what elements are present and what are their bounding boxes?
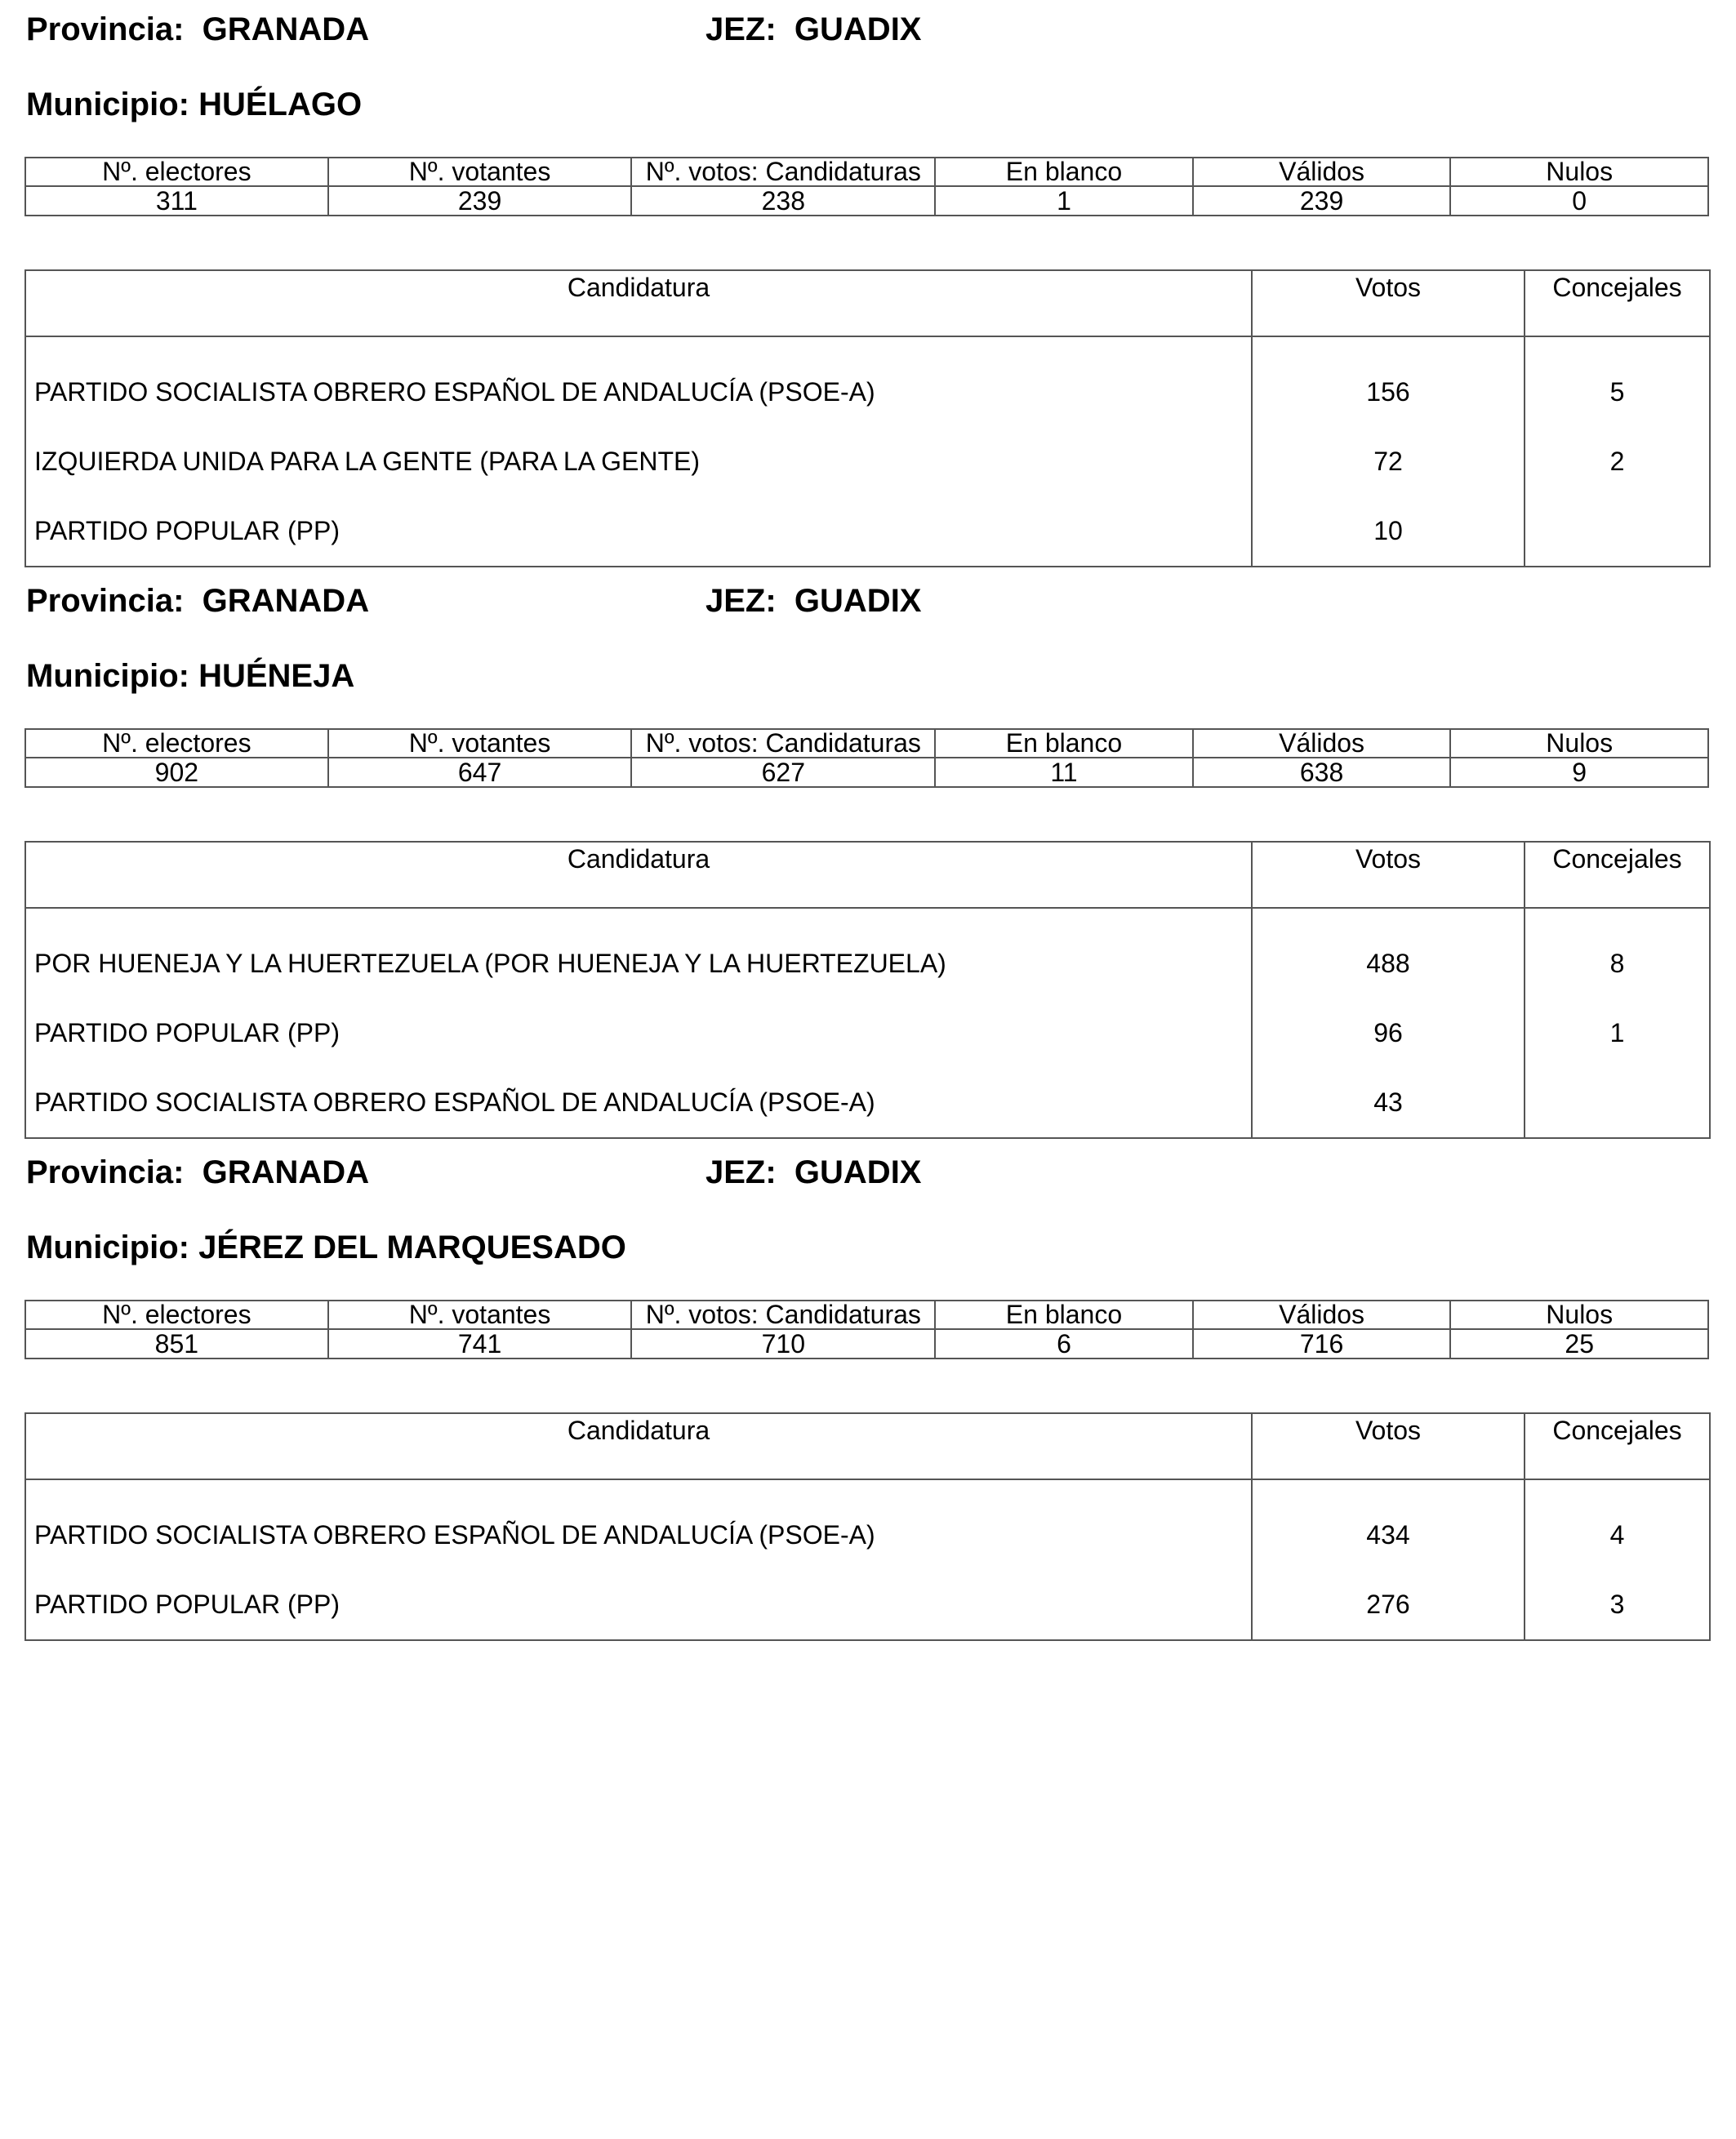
candidatura-row <box>25 908 1710 998</box>
municipio-section <box>0 581 1736 1153</box>
provincia-label: Provincia: <box>26 1154 185 1190</box>
summary-table <box>24 157 1709 216</box>
candidatura-name: PARTIDO SOCIALISTA OBRERO ESPAÑOL DE ANDALUCÍA (PSOE-A) <box>25 336 1252 427</box>
summary-value-cell: 6 <box>935 1329 1193 1359</box>
candidatura-header: Candidatura <box>25 842 1252 908</box>
candidatura-votos: 72 <box>1252 427 1525 496</box>
candidatura-votos: 96 <box>1252 998 1525 1068</box>
summary-value-cell: 11 <box>935 758 1193 787</box>
jez-label: JEZ: <box>706 583 777 619</box>
municipio-value: HUÉNEJA <box>198 658 355 694</box>
summary-header-row <box>25 729 1708 758</box>
candidatura-votos: 434 <box>1252 1479 1525 1570</box>
candidaturas-table <box>24 1412 1711 1641</box>
provincia-value: GRANADA <box>202 583 370 619</box>
candidaturas-table <box>24 269 1711 567</box>
votos-header: Votos <box>1252 270 1525 336</box>
candidatura-name: PARTIDO POPULAR (PP) <box>25 496 1252 567</box>
provincia-value: GRANADA <box>202 11 370 47</box>
summary-header-cell: Nº. electores <box>25 729 328 758</box>
candidatura-name: PARTIDO SOCIALISTA OBRERO ESPAÑOL DE ANDALUCÍA (PSOE-A) <box>25 1479 1252 1570</box>
candidaturas-header-row <box>25 1413 1710 1479</box>
municipio-header <box>26 85 362 124</box>
summary-header-cell: Nº. electores <box>25 1301 328 1329</box>
municipio-value: JÉREZ DEL MARQUESADO <box>198 1230 626 1265</box>
jez-label: JEZ: <box>706 1154 777 1190</box>
candidaturas-header-row <box>25 270 1710 336</box>
municipio-label: Municipio: <box>26 87 189 122</box>
summary-header-cell: Válidos <box>1193 1301 1451 1329</box>
provincia-header <box>26 1153 369 1192</box>
municipio-header <box>26 1228 626 1267</box>
provincia-header <box>26 10 369 49</box>
jez-value: GUADIX <box>794 583 922 619</box>
municipio-value: HUÉLAGO <box>198 87 363 122</box>
candidatura-name: PARTIDO SOCIALISTA OBRERO ESPAÑOL DE ANDALUCÍA (PSOE-A) <box>25 1068 1252 1138</box>
candidatura-votos: 488 <box>1252 908 1525 998</box>
candidatura-row <box>25 427 1710 496</box>
summary-header-row <box>25 1301 1708 1329</box>
candidatura-votos: 10 <box>1252 496 1525 567</box>
summary-value-cell: 0 <box>1450 186 1708 216</box>
jez-value: GUADIX <box>794 1154 922 1190</box>
summary-header-cell: Válidos <box>1193 729 1451 758</box>
candidatura-name: PARTIDO POPULAR (PP) <box>25 998 1252 1068</box>
votos-header: Votos <box>1252 842 1525 908</box>
candidatura-concejales: 8 <box>1525 908 1710 998</box>
candidatura-row <box>25 336 1710 427</box>
candidatura-name: PARTIDO POPULAR (PP) <box>25 1570 1252 1640</box>
candidatura-concejales <box>1525 1068 1710 1138</box>
candidatura-row <box>25 1479 1710 1570</box>
candidatura-concejales: 5 <box>1525 336 1710 427</box>
candidatura-concejales: 2 <box>1525 427 1710 496</box>
summary-header-cell: Nulos <box>1450 158 1708 186</box>
municipio-header <box>26 656 354 696</box>
summary-value-cell: 902 <box>25 758 328 787</box>
concejales-header: Concejales <box>1525 842 1710 908</box>
jez-header <box>706 10 922 49</box>
summary-header-cell: Nº. votantes <box>328 1301 632 1329</box>
candidaturas-table <box>24 841 1711 1139</box>
summary-value-cell: 311 <box>25 186 328 216</box>
candidatura-row <box>25 998 1710 1068</box>
candidatura-header: Candidatura <box>25 270 1252 336</box>
summary-header-cell: Nº. votos: Candidaturas <box>631 1301 935 1329</box>
summary-table <box>24 728 1709 788</box>
summary-value-cell: 638 <box>1193 758 1451 787</box>
provincia-header <box>26 581 369 620</box>
concejales-header: Concejales <box>1525 270 1710 336</box>
candidatura-concejales: 1 <box>1525 998 1710 1068</box>
candidatura-name: POR HUENEJA Y LA HUERTEZUELA (POR HUENEJA Y LA HUERTEZUELA) <box>25 908 1252 998</box>
summary-value-cell: 239 <box>1193 186 1451 216</box>
summary-value-cell: 238 <box>631 186 935 216</box>
candidatura-concejales: 4 <box>1525 1479 1710 1570</box>
municipio-section <box>0 1153 1736 1724</box>
summary-value-cell: 710 <box>631 1329 935 1359</box>
summary-header-cell: Nº. votos: Candidaturas <box>631 729 935 758</box>
summary-value-cell: 647 <box>328 758 632 787</box>
concejales-header: Concejales <box>1525 1413 1710 1479</box>
candidatura-row <box>25 496 1710 567</box>
municipio-label: Municipio: <box>26 1230 189 1265</box>
provincia-label: Provincia: <box>26 11 185 47</box>
summary-value-cell: 25 <box>1450 1329 1708 1359</box>
candidatura-name: IZQUIERDA UNIDA PARA LA GENTE (PARA LA GENTE) <box>25 427 1252 496</box>
candidatura-concejales: 3 <box>1525 1570 1710 1640</box>
summary-values-row <box>25 186 1708 216</box>
provincia-value: GRANADA <box>202 1154 370 1190</box>
candidatura-concejales <box>1525 496 1710 567</box>
summary-header-cell: Nº. electores <box>25 158 328 186</box>
summary-value-cell: 716 <box>1193 1329 1451 1359</box>
summary-value-cell: 627 <box>631 758 935 787</box>
summary-values-row <box>25 758 1708 787</box>
summary-header-cell: Nº. votantes <box>328 729 632 758</box>
municipio-section <box>0 10 1736 581</box>
candidatura-votos: 156 <box>1252 336 1525 427</box>
summary-header-cell: Nulos <box>1450 1301 1708 1329</box>
summary-table <box>24 1300 1709 1359</box>
jez-header <box>706 581 922 620</box>
provincia-label: Provincia: <box>26 583 185 619</box>
candidatura-votos: 276 <box>1252 1570 1525 1640</box>
candidaturas-header-row <box>25 842 1710 908</box>
summary-header-cell: Nº. votantes <box>328 158 632 186</box>
summary-header-cell: En blanco <box>935 1301 1193 1329</box>
summary-header-cell: En blanco <box>935 158 1193 186</box>
candidatura-votos: 43 <box>1252 1068 1525 1138</box>
summary-value-cell: 239 <box>328 186 632 216</box>
summary-header-cell: Válidos <box>1193 158 1451 186</box>
candidatura-row <box>25 1068 1710 1138</box>
jez-label: JEZ: <box>706 11 777 47</box>
summary-header-cell: En blanco <box>935 729 1193 758</box>
summary-header-cell: Nº. votos: Candidaturas <box>631 158 935 186</box>
votos-header: Votos <box>1252 1413 1525 1479</box>
jez-header <box>706 1153 922 1192</box>
summary-values-row <box>25 1329 1708 1359</box>
municipio-label: Municipio: <box>26 658 189 694</box>
summary-value-cell: 1 <box>935 186 1193 216</box>
candidatura-header: Candidatura <box>25 1413 1252 1479</box>
summary-value-cell: 851 <box>25 1329 328 1359</box>
jez-value: GUADIX <box>794 11 922 47</box>
summary-value-cell: 9 <box>1450 758 1708 787</box>
summary-value-cell: 741 <box>328 1329 632 1359</box>
summary-header-row <box>25 158 1708 186</box>
summary-header-cell: Nulos <box>1450 729 1708 758</box>
candidatura-row <box>25 1570 1710 1640</box>
